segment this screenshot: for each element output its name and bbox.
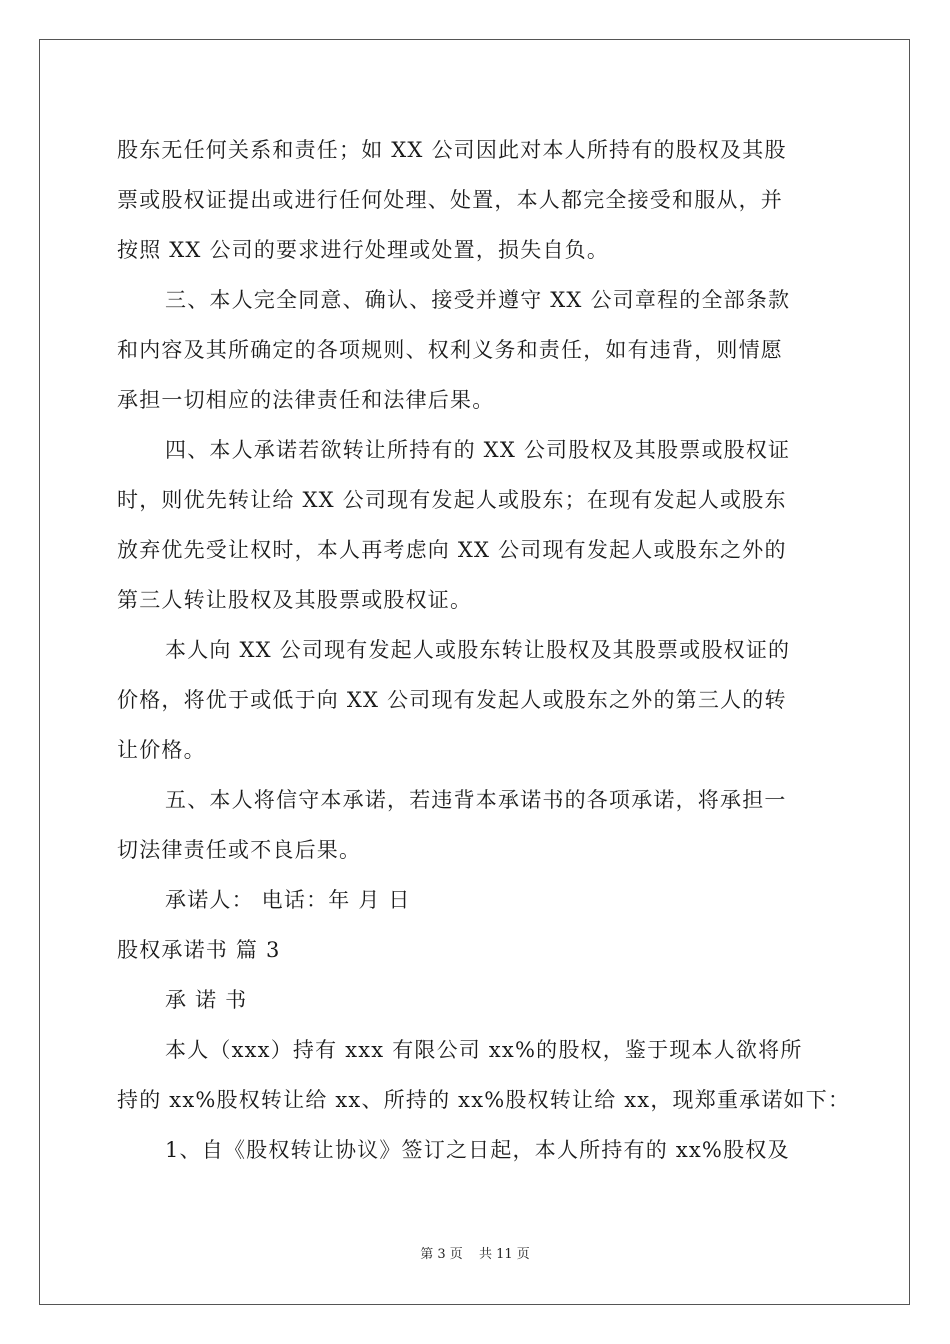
page-footer [0, 1246, 950, 1264]
body-text-line: 本人（xxx）持有 xxx 有限公司 xx%的股权，鉴于现本人欲将所 [165, 1038, 803, 1062]
paragraph-three-start: 三、本人完全同意、确认、接受并遵守 XX 公司章程的全部条款 [165, 288, 791, 312]
body-text-line: 第三人转让股权及其股票或股权证。 [117, 588, 473, 612]
section-heading: 股权承诺书 篇 3 [117, 938, 281, 962]
page-total: 共 11 页 [478, 1247, 530, 1262]
body-text-line: 和内容及其所确定的各项规则、权利义务和责任，如有违背，则情愿 [117, 338, 783, 362]
paragraph-four-start: 四、本人承诺若欲转让所持有的 XX 公司股权及其股票或股权证 [165, 438, 791, 462]
document-title: 承 诺 书 [165, 988, 248, 1012]
body-text-line: 持的 xx%股权转让给 xx、所持的 xx%股权转让给 xx，现郑重承诺如下： [117, 1088, 851, 1112]
body-text-line: 放弃优先受让权时，本人再考虑向 XX 公司现有发起人或股东之外的 [117, 538, 787, 562]
body-text-line: 1、自《股权转让协议》签订之日起，本人所持有的 xx%股权及 [165, 1138, 790, 1162]
page-border [39, 39, 910, 1305]
body-text-line: 股东无任何关系和责任；如 XX 公司因此对本人所持有的股权及其股 [117, 138, 787, 162]
paragraph-price-start: 本人向 XX 公司现有发起人或股东转让股权及其股票或股权证的 [165, 638, 791, 662]
paragraph-five-start: 五、本人将信守本承诺，若违背本承诺书的各项承诺，将承担一 [165, 788, 787, 812]
body-text-line: 按照 XX 公司的要求进行处理或处置，损失自负。 [117, 238, 610, 262]
body-text-line: 票或股权证提出或进行任何处理、处置，本人都完全接受和服从，并 [117, 188, 783, 212]
page-number: 第 3 页 [420, 1247, 463, 1262]
body-text-line: 承担一切相应的法律责任和法律后果。 [117, 388, 495, 412]
body-text-line: 价格，将优于或低于向 XX 公司现有发起人或股东之外的第三人的转 [117, 688, 787, 712]
body-text-line: 时，则优先转让给 XX 公司现有发起人或股东；在现有发起人或股东 [117, 488, 787, 512]
signature-line: 承诺人： 电话：年 月 日 [165, 888, 411, 912]
body-text-line: 让价格。 [117, 738, 206, 762]
body-text-line: 切法律责任或不良后果。 [117, 838, 362, 862]
